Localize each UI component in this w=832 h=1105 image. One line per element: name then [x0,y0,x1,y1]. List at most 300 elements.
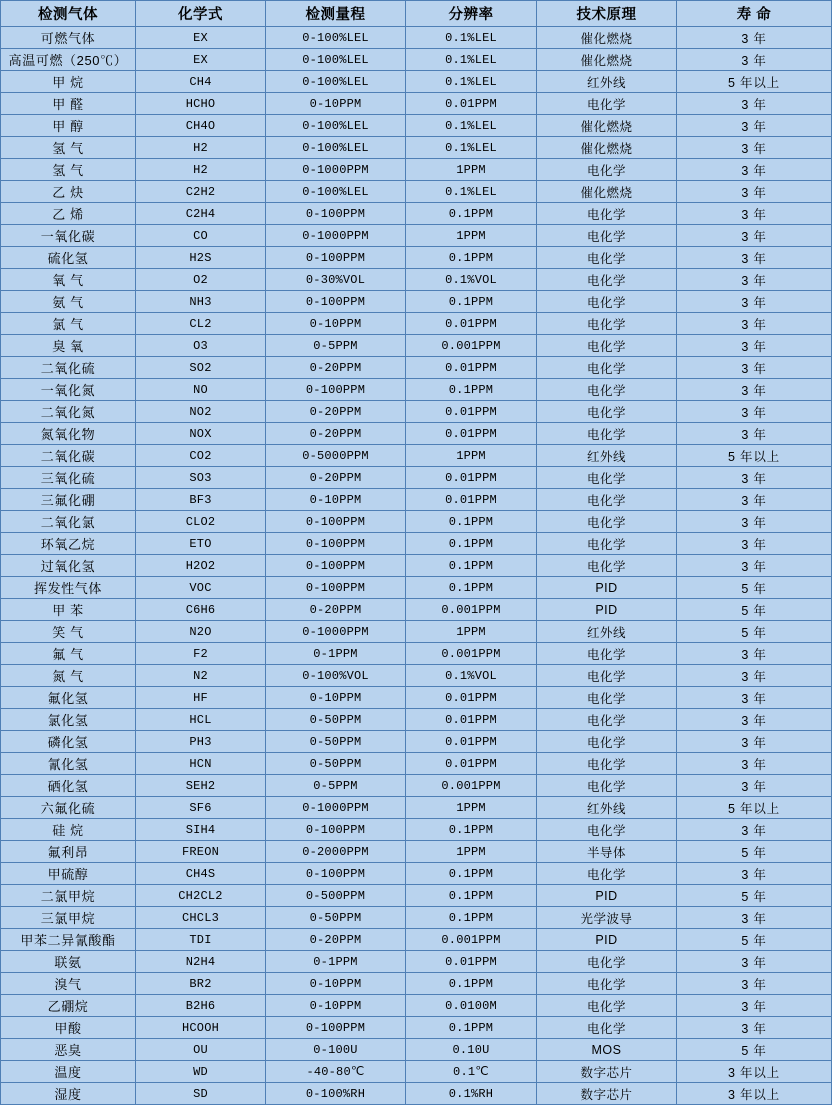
cell-lifetime: 3 年 [677,489,832,511]
cell-gas-name: 二氧化氯 [1,511,136,533]
column-header-range: 检测量程 [266,1,406,27]
cell-lifetime: 3 年 [677,49,832,71]
cell-gas-name: 乙 烯 [1,203,136,225]
table-body [1,27,832,1105]
table-row [1,643,832,665]
cell-detection-range: 0-100%LEL [266,181,406,203]
table-header [1,1,832,27]
cell-lifetime: 3 年 [677,731,832,753]
cell-chemical-formula: N2 [136,665,266,687]
cell-lifetime: 5 年 [677,841,832,863]
cell-resolution: 0.0100M [406,995,537,1017]
cell-technical-principle: 电化学 [537,511,677,533]
cell-detection-range: 0-50PPM [266,753,406,775]
cell-gas-name: 三氯甲烷 [1,907,136,929]
table-row [1,533,832,555]
cell-detection-range: 0-100PPM [266,577,406,599]
cell-technical-principle: 电化学 [537,665,677,687]
cell-lifetime: 3 年 [677,995,832,1017]
cell-resolution: 0.1PPM [406,863,537,885]
cell-lifetime: 5 年以上 [677,71,832,93]
cell-technical-principle: 催化燃烧 [537,181,677,203]
table-row [1,929,832,951]
cell-gas-name: 联氨 [1,951,136,973]
cell-resolution: 0.1%RH [406,1083,537,1105]
cell-resolution: 0.01PPM [406,709,537,731]
cell-detection-range: 0-100PPM [266,511,406,533]
cell-lifetime: 5 年 [677,577,832,599]
cell-chemical-formula: C6H6 [136,599,266,621]
cell-detection-range: 0-20PPM [266,401,406,423]
cell-gas-name: 湿度 [1,1083,136,1105]
cell-resolution: 0.001PPM [406,643,537,665]
cell-lifetime: 3 年 [677,467,832,489]
cell-resolution: 0.1PPM [406,1017,537,1039]
cell-resolution: 0.1%LEL [406,27,537,49]
cell-chemical-formula: CL2 [136,313,266,335]
table-row [1,379,832,401]
table-row [1,797,832,819]
cell-gas-name: 三氧化硫 [1,467,136,489]
cell-lifetime: 5 年 [677,929,832,951]
cell-technical-principle: PID [537,885,677,907]
cell-gas-name: 乙 炔 [1,181,136,203]
cell-chemical-formula: F2 [136,643,266,665]
cell-chemical-formula: VOC [136,577,266,599]
cell-gas-name: 甲 醛 [1,93,136,115]
cell-gas-name: 一氧化氮 [1,379,136,401]
cell-gas-name: 二氧化氮 [1,401,136,423]
table-row [1,181,832,203]
cell-detection-range: 0-100%LEL [266,27,406,49]
cell-lifetime: 3 年 [677,775,832,797]
cell-technical-principle: 电化学 [537,159,677,181]
cell-resolution: 0.01PPM [406,313,537,335]
cell-detection-range: -40-80℃ [266,1061,406,1083]
cell-technical-principle: 电化学 [537,687,677,709]
table-row [1,269,832,291]
table-row [1,577,832,599]
column-header-resolution: 分辨率 [406,1,537,27]
cell-gas-name: 二氯甲烷 [1,885,136,907]
cell-gas-name: 一氧化碳 [1,225,136,247]
table-row [1,247,832,269]
cell-lifetime: 3 年 [677,335,832,357]
cell-technical-principle: 电化学 [537,555,677,577]
cell-lifetime: 3 年 [677,423,832,445]
cell-technical-principle: PID [537,599,677,621]
cell-lifetime: 3 年 [677,203,832,225]
cell-technical-principle: PID [537,577,677,599]
cell-lifetime: 3 年以上 [677,1061,832,1083]
cell-gas-name: 氧 气 [1,269,136,291]
cell-resolution: 0.1PPM [406,819,537,841]
cell-chemical-formula: CHCL3 [136,907,266,929]
cell-gas-name: 氯化氢 [1,709,136,731]
cell-gas-name: 甲 苯 [1,599,136,621]
cell-gas-name: 氰化氢 [1,753,136,775]
cell-lifetime: 3 年 [677,27,832,49]
cell-resolution: 0.01PPM [406,467,537,489]
table-row [1,1061,832,1083]
cell-resolution: 0.01PPM [406,731,537,753]
cell-resolution: 0.01PPM [406,753,537,775]
cell-resolution: 0.001PPM [406,335,537,357]
cell-technical-principle: 电化学 [537,819,677,841]
cell-chemical-formula: HCN [136,753,266,775]
cell-resolution: 0.01PPM [406,687,537,709]
cell-detection-range: 0-1000PPM [266,797,406,819]
cell-chemical-formula: EX [136,49,266,71]
cell-resolution: 0.01PPM [406,401,537,423]
cell-detection-range: 0-5PPM [266,775,406,797]
table-row [1,137,832,159]
table-row [1,1017,832,1039]
cell-resolution: 0.1PPM [406,247,537,269]
table-row [1,511,832,533]
table-row [1,907,832,929]
cell-chemical-formula: CO2 [136,445,266,467]
cell-gas-name: 笑 气 [1,621,136,643]
cell-technical-principle: 电化学 [537,467,677,489]
cell-technical-principle: 催化燃烧 [537,27,677,49]
cell-technical-principle: 电化学 [537,863,677,885]
cell-detection-range: 0-100U [266,1039,406,1061]
column-header-formula: 化学式 [136,1,266,27]
cell-gas-name: 氟利昂 [1,841,136,863]
table-row [1,423,832,445]
cell-resolution: 0.1PPM [406,533,537,555]
table-row [1,313,832,335]
cell-chemical-formula: C2H4 [136,203,266,225]
cell-resolution: 0.1PPM [406,907,537,929]
cell-technical-principle: 电化学 [537,225,677,247]
cell-detection-range: 0-20PPM [266,423,406,445]
cell-technical-principle: 电化学 [537,357,677,379]
cell-lifetime: 5 年以上 [677,797,832,819]
cell-detection-range: 0-20PPM [266,929,406,951]
table-row [1,357,832,379]
cell-chemical-formula: WD [136,1061,266,1083]
cell-chemical-formula: H2S [136,247,266,269]
cell-detection-range: 0-10PPM [266,93,406,115]
table-row [1,93,832,115]
table-row [1,225,832,247]
table-row [1,115,832,137]
cell-detection-range: 0-100PPM [266,247,406,269]
table-row [1,71,832,93]
table-row [1,401,832,423]
cell-technical-principle: 电化学 [537,775,677,797]
cell-chemical-formula: PH3 [136,731,266,753]
cell-lifetime: 3 年 [677,951,832,973]
cell-gas-name: 氟 气 [1,643,136,665]
cell-resolution: 0.001PPM [406,929,537,951]
cell-lifetime: 3 年 [677,313,832,335]
cell-technical-principle: MOS [537,1039,677,1061]
table-row [1,489,832,511]
cell-technical-principle: 半导体 [537,841,677,863]
column-header-lifetime: 寿 命 [677,1,832,27]
cell-detection-range: 0-100%LEL [266,49,406,71]
cell-detection-range: 0-1PPM [266,643,406,665]
cell-detection-range: 0-1000PPM [266,225,406,247]
cell-chemical-formula: B2H6 [136,995,266,1017]
cell-chemical-formula: NO [136,379,266,401]
cell-chemical-formula: HCHO [136,93,266,115]
cell-technical-principle: 电化学 [537,379,677,401]
cell-lifetime: 3 年 [677,709,832,731]
cell-gas-name: 甲硫醇 [1,863,136,885]
cell-gas-name: 甲酸 [1,1017,136,1039]
cell-chemical-formula: SO2 [136,357,266,379]
cell-chemical-formula: TDI [136,929,266,951]
cell-gas-name: 高温可燃（250℃） [1,49,136,71]
cell-resolution: 0.001PPM [406,599,537,621]
cell-resolution: 1PPM [406,445,537,467]
cell-resolution: 0.1PPM [406,577,537,599]
cell-chemical-formula: C2H2 [136,181,266,203]
cell-technical-principle: 电化学 [537,951,677,973]
cell-detection-range: 0-100%LEL [266,137,406,159]
cell-gas-name: 二氧化碳 [1,445,136,467]
cell-lifetime: 3 年 [677,247,832,269]
cell-detection-range: 0-30%VOL [266,269,406,291]
cell-resolution: 0.1PPM [406,203,537,225]
cell-gas-name: 臭 氧 [1,335,136,357]
cell-lifetime: 3 年 [677,907,832,929]
cell-technical-principle: 电化学 [537,423,677,445]
cell-resolution: 1PPM [406,797,537,819]
cell-detection-range: 0-1PPM [266,951,406,973]
cell-resolution: 0.1%LEL [406,115,537,137]
cell-gas-name: 环氧乙烷 [1,533,136,555]
cell-detection-range: 0-5000PPM [266,445,406,467]
cell-technical-principle: 电化学 [537,973,677,995]
cell-lifetime: 3 年 [677,225,832,247]
cell-detection-range: 0-100PPM [266,533,406,555]
table-row [1,49,832,71]
table-row [1,885,832,907]
cell-lifetime: 3 年 [677,665,832,687]
cell-technical-principle: 电化学 [537,753,677,775]
table-row [1,951,832,973]
cell-chemical-formula: NH3 [136,291,266,313]
table-row [1,445,832,467]
cell-chemical-formula: CH4 [136,71,266,93]
cell-gas-name: 过氧化氢 [1,555,136,577]
cell-chemical-formula: OU [136,1039,266,1061]
cell-detection-range: 0-1000PPM [266,159,406,181]
table-header-row [1,1,832,27]
table-row [1,775,832,797]
cell-technical-principle: 红外线 [537,445,677,467]
cell-gas-name: 氢 气 [1,159,136,181]
cell-lifetime: 3 年以上 [677,1083,832,1105]
cell-lifetime: 3 年 [677,555,832,577]
cell-chemical-formula: HCOOH [136,1017,266,1039]
cell-detection-range: 0-10PPM [266,687,406,709]
table-row [1,159,832,181]
cell-detection-range: 0-50PPM [266,907,406,929]
cell-chemical-formula: CO [136,225,266,247]
table-row [1,555,832,577]
cell-gas-name: 氮氧化物 [1,423,136,445]
cell-detection-range: 0-1000PPM [266,621,406,643]
cell-technical-principle: 电化学 [537,995,677,1017]
table-row [1,1039,832,1061]
cell-resolution: 0.1PPM [406,973,537,995]
cell-detection-range: 0-50PPM [266,709,406,731]
cell-resolution: 0.10U [406,1039,537,1061]
cell-gas-name: 磷化氢 [1,731,136,753]
table-row [1,709,832,731]
cell-technical-principle: 电化学 [537,489,677,511]
cell-technical-principle: PID [537,929,677,951]
cell-lifetime: 3 年 [677,643,832,665]
cell-gas-name: 甲 醇 [1,115,136,137]
cell-technical-principle: 催化燃烧 [537,137,677,159]
cell-technical-principle: 电化学 [537,533,677,555]
cell-chemical-formula: H2 [136,137,266,159]
cell-resolution: 0.01PPM [406,93,537,115]
cell-lifetime: 3 年 [677,687,832,709]
cell-lifetime: 3 年 [677,115,832,137]
cell-technical-principle: 数字芯片 [537,1083,677,1105]
cell-gas-name: 乙硼烷 [1,995,136,1017]
cell-chemical-formula: HF [136,687,266,709]
cell-gas-name: 氟化氢 [1,687,136,709]
cell-resolution: 0.1PPM [406,555,537,577]
cell-chemical-formula: NO2 [136,401,266,423]
cell-gas-name: 六氟化硫 [1,797,136,819]
table-row [1,731,832,753]
cell-resolution: 0.1%LEL [406,49,537,71]
cell-detection-range: 0-5PPM [266,335,406,357]
cell-lifetime: 5 年 [677,885,832,907]
cell-lifetime: 3 年 [677,973,832,995]
cell-resolution: 0.1%VOL [406,269,537,291]
cell-lifetime: 3 年 [677,533,832,555]
cell-lifetime: 3 年 [677,401,832,423]
cell-detection-range: 0-2000PPM [266,841,406,863]
cell-detection-range: 0-10PPM [266,489,406,511]
cell-gas-name: 可燃气体 [1,27,136,49]
cell-chemical-formula: CH4S [136,863,266,885]
cell-gas-name: 氮 气 [1,665,136,687]
cell-chemical-formula: EX [136,27,266,49]
cell-resolution: 0.1PPM [406,379,537,401]
cell-resolution: 0.01PPM [406,423,537,445]
cell-technical-principle: 电化学 [537,731,677,753]
cell-gas-name: 硒化氢 [1,775,136,797]
cell-resolution: 0.001PPM [406,775,537,797]
cell-resolution: 1PPM [406,159,537,181]
cell-detection-range: 0-10PPM [266,995,406,1017]
cell-chemical-formula: CH2CL2 [136,885,266,907]
cell-resolution: 1PPM [406,225,537,247]
table-row [1,1083,832,1105]
cell-lifetime: 3 年 [677,819,832,841]
cell-chemical-formula: ETO [136,533,266,555]
table-row [1,841,832,863]
table-row [1,995,832,1017]
cell-technical-principle: 电化学 [537,291,677,313]
cell-resolution: 0.1%LEL [406,137,537,159]
cell-detection-range: 0-100PPM [266,819,406,841]
cell-lifetime: 3 年 [677,753,832,775]
cell-lifetime: 5 年以上 [677,445,832,467]
table-row [1,973,832,995]
cell-chemical-formula: O3 [136,335,266,357]
table-row [1,291,832,313]
cell-lifetime: 3 年 [677,863,832,885]
cell-resolution: 1PPM [406,841,537,863]
cell-gas-name: 恶臭 [1,1039,136,1061]
cell-chemical-formula: CH4O [136,115,266,137]
cell-chemical-formula: SD [136,1083,266,1105]
cell-technical-principle: 催化燃烧 [537,49,677,71]
cell-lifetime: 3 年 [677,511,832,533]
cell-technical-principle: 光学波导 [537,907,677,929]
cell-detection-range: 0-100PPM [266,863,406,885]
cell-detection-range: 0-100%LEL [266,71,406,93]
cell-detection-range: 0-500PPM [266,885,406,907]
cell-technical-principle: 电化学 [537,1017,677,1039]
cell-lifetime: 3 年 [677,357,832,379]
cell-technical-principle: 红外线 [537,797,677,819]
column-header-principle: 技术原理 [537,1,677,27]
cell-resolution: 1PPM [406,621,537,643]
cell-resolution: 0.01PPM [406,951,537,973]
cell-gas-name: 溴气 [1,973,136,995]
cell-lifetime: 3 年 [677,379,832,401]
cell-resolution: 0.1℃ [406,1061,537,1083]
cell-chemical-formula: SF6 [136,797,266,819]
cell-technical-principle: 电化学 [537,203,677,225]
table-row [1,335,832,357]
cell-chemical-formula: CLO2 [136,511,266,533]
cell-chemical-formula: NOX [136,423,266,445]
cell-detection-range: 0-100PPM [266,379,406,401]
cell-detection-range: 0-50PPM [266,731,406,753]
cell-technical-principle: 电化学 [537,335,677,357]
cell-detection-range: 0-100PPM [266,203,406,225]
cell-technical-principle: 数字芯片 [537,1061,677,1083]
cell-resolution: 0.1%LEL [406,71,537,93]
cell-chemical-formula: N2O [136,621,266,643]
cell-gas-name: 甲 烷 [1,71,136,93]
column-header-gas: 检测气体 [1,1,136,27]
cell-technical-principle: 电化学 [537,401,677,423]
cell-chemical-formula: H2O2 [136,555,266,577]
cell-gas-name: 挥发性气体 [1,577,136,599]
cell-gas-name: 甲苯二异氰酸酯 [1,929,136,951]
table-row [1,621,832,643]
cell-gas-name: 二氧化硫 [1,357,136,379]
cell-resolution: 0.1PPM [406,511,537,533]
table-row [1,753,832,775]
cell-resolution: 0.1%LEL [406,181,537,203]
cell-chemical-formula: O2 [136,269,266,291]
cell-resolution: 0.01PPM [406,489,537,511]
cell-gas-name: 硅 烷 [1,819,136,841]
cell-chemical-formula: FREON [136,841,266,863]
cell-gas-name: 氯 气 [1,313,136,335]
table-row [1,27,832,49]
cell-technical-principle: 催化燃烧 [537,115,677,137]
cell-gas-name: 氢 气 [1,137,136,159]
